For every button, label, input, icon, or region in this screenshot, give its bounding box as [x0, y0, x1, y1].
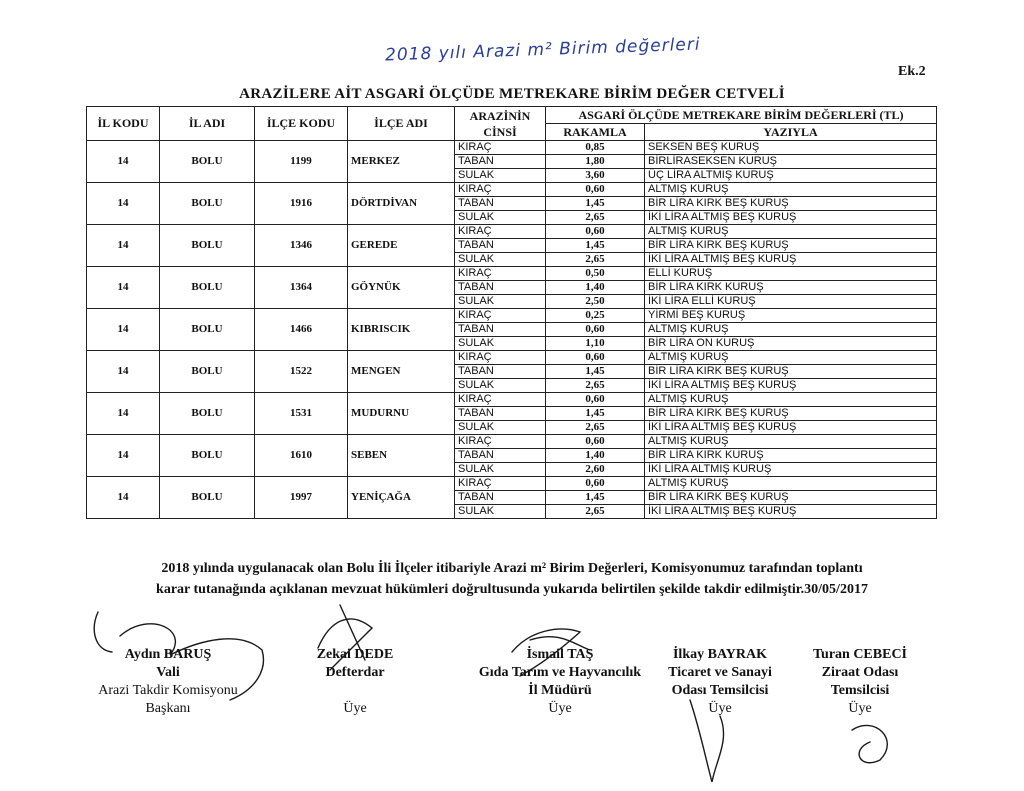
signatory-title-2: Arazi Takdir Komisyonu	[98, 683, 238, 698]
rakamla-cell: 2,65	[546, 211, 645, 225]
il-kodu-cell: 14	[87, 435, 160, 477]
cinsi-cell: SULAK	[455, 295, 546, 309]
signatory-5	[800, 646, 920, 718]
il-kodu-cell: 14	[87, 477, 160, 519]
cinsi-cell: SULAK	[455, 253, 546, 267]
cinsi-cell: TABAN	[455, 491, 546, 505]
table-row	[87, 225, 937, 239]
ilce-kodu-cell: 1531	[255, 393, 348, 435]
signatory-4	[650, 646, 790, 718]
cinsi-cell: SULAK	[455, 505, 546, 519]
rakamla-cell: 1,45	[546, 491, 645, 505]
il-adi-cell: BOLU	[160, 267, 255, 309]
rakamla-cell: 1,45	[546, 239, 645, 253]
yaziyla-cell: ALTMIŞ KURUŞ	[645, 183, 937, 197]
cinsi-cell: KIRAÇ	[455, 351, 546, 365]
cinsi-cell: KIRAÇ	[455, 225, 546, 239]
cinsi-cell: TABAN	[455, 407, 546, 421]
cinsi-cell: KIRAÇ	[455, 393, 546, 407]
cinsi-cell: TABAN	[455, 197, 546, 211]
cinsi-cell: SULAK	[455, 169, 546, 183]
il-kodu-cell: 14	[87, 351, 160, 393]
signatory-3	[465, 646, 655, 718]
signatory-title: Gıda Tarım ve Hayvancılık	[478, 665, 642, 680]
rakamla-cell: 0,60	[546, 477, 645, 491]
ilce-kodu-cell: 1346	[255, 225, 348, 267]
header-arazinin: ARAZİNİN	[469, 108, 531, 123]
signatory-role: Başkanı	[145, 701, 191, 716]
cinsi-cell: KIRAÇ	[455, 477, 546, 491]
yaziyla-cell: ALTMIŞ KURUŞ	[645, 393, 937, 407]
table-row	[87, 477, 937, 491]
rakamla-cell: 0,60	[546, 183, 645, 197]
table-body	[87, 141, 937, 519]
rakamla-cell: 1,40	[546, 281, 645, 295]
ilce-kodu-cell: 1916	[255, 183, 348, 225]
rakamla-cell: 1,10	[546, 337, 645, 351]
signatory-role: Üye	[708, 701, 732, 716]
rakamla-cell: 2,60	[546, 463, 645, 477]
cinsi-cell: SULAK	[455, 379, 546, 393]
yaziyla-cell: İKİ LİRA ALTMIŞ BEŞ KURUŞ	[645, 253, 937, 267]
rakamla-cell: 3,60	[546, 169, 645, 183]
rakamla-cell: 1,45	[546, 407, 645, 421]
yaziyla-cell: BİRLİRASEKSEN KURUŞ	[645, 155, 937, 169]
yaziyla-cell: ALTMIŞ KURUŞ	[645, 351, 937, 365]
header-il-kodu: İL KODU	[87, 107, 160, 141]
rakamla-cell: 0,25	[546, 309, 645, 323]
signatory-2	[295, 646, 415, 718]
yaziyla-cell: İKİ LİRA ALTMIŞ BEŞ KURUŞ	[645, 211, 937, 225]
table-row	[87, 183, 937, 197]
rakamla-cell: 1,80	[546, 155, 645, 169]
ilce-kodu-cell: 1364	[255, 267, 348, 309]
yaziyla-cell: ALTMIŞ KURUŞ	[645, 225, 937, 239]
ilce-adi-cell: MENGEN	[348, 351, 455, 393]
annex-label: Ek.2	[898, 64, 926, 79]
rakamla-cell: 2,65	[546, 379, 645, 393]
rakamla-cell: 0,60	[546, 435, 645, 449]
signatory-1	[88, 646, 248, 718]
yaziyla-cell: ALTMIŞ KURUŞ	[645, 323, 937, 337]
cinsi-cell: KIRAÇ	[455, 183, 546, 197]
ilce-kodu-cell: 1610	[255, 435, 348, 477]
ilce-adi-cell: DÖRTDİVAN	[348, 183, 455, 225]
footer-line-1: 2018 yılında uygulanacak olan Bolu İli İlçeler itibariyle Arazi m² Birim Değerleri, Komisyonumuz tarafından toplantı	[161, 561, 863, 576]
il-kodu-cell: 14	[87, 141, 160, 183]
rakamla-cell: 2,50	[546, 295, 645, 309]
signatory-name: Turan CEBECİ	[812, 647, 908, 662]
yaziyla-cell: BİR LİRA ON KURUŞ	[645, 337, 937, 351]
cinsi-cell: KIRAÇ	[455, 435, 546, 449]
signatory-title-2: Temsilcisi	[830, 683, 890, 698]
ilce-kodu-cell: 1522	[255, 351, 348, 393]
rakamla-cell: 2,65	[546, 505, 645, 519]
signatory-role: Üye	[548, 701, 572, 716]
yaziyla-cell: BİR LİRA KIRK BEŞ KURUŞ	[645, 197, 937, 211]
rakamla-cell: 1,45	[546, 365, 645, 379]
header-rakamla: RAKAMLA	[546, 124, 645, 141]
signatory-title-2: İl Müdürü	[528, 683, 592, 698]
il-adi-cell: BOLU	[160, 225, 255, 267]
il-adi-cell: BOLU	[160, 435, 255, 477]
signatory-title: Vali	[156, 665, 180, 680]
rakamla-cell: 0,50	[546, 267, 645, 281]
ilce-adi-cell: MERKEZ	[348, 141, 455, 183]
signatory-name: İsmail TAŞ	[526, 647, 594, 662]
ilce-kodu-cell: 1199	[255, 141, 348, 183]
header-yaziyla: YAZIYLA	[645, 124, 937, 141]
rakamla-cell: 2,65	[546, 253, 645, 267]
il-adi-cell: BOLU	[160, 393, 255, 435]
signatory-role: Üye	[848, 701, 872, 716]
signatory-name: Zekai DEDE	[316, 647, 394, 662]
ilce-adi-cell: KIBRISCIK	[348, 309, 455, 351]
header-ilce-kodu: İLÇE KODU	[255, 107, 348, 141]
cinsi-cell: TABAN	[455, 449, 546, 463]
table-row	[87, 267, 937, 281]
yaziyla-cell: BİR LİRA KIRK BEŞ KURUŞ	[645, 491, 937, 505]
cinsi-cell: TABAN	[455, 281, 546, 295]
yaziyla-cell: BİR LİRA KIRK KURUŞ	[645, 449, 937, 463]
signatory-title-2: Odası Temsilcisi	[671, 683, 769, 698]
table-row	[87, 393, 937, 407]
il-adi-cell: BOLU	[160, 183, 255, 225]
footer-text	[0, 558, 1024, 600]
ilce-adi-cell: GÖYNÜK	[348, 267, 455, 309]
il-adi-cell: BOLU	[160, 477, 255, 519]
rakamla-cell: 1,45	[546, 197, 645, 211]
il-adi-cell: BOLU	[160, 351, 255, 393]
yaziyla-cell: İKİ LİRA ALTMIŞ BEŞ KURUŞ	[645, 379, 937, 393]
il-kodu-cell: 14	[87, 183, 160, 225]
signature-mark-5	[852, 725, 887, 762]
signatory-title: Defterdar	[325, 665, 385, 680]
cinsi-cell: TABAN	[455, 239, 546, 253]
header-group: ASGARİ ÖLÇÜDE METREKARE BİRİM DEĞERLERİ (TL)	[546, 107, 937, 124]
rakamla-cell: 0,60	[546, 323, 645, 337]
table-row	[87, 435, 937, 449]
yaziyla-cell: BİR LİRA KIRK BEŞ KURUŞ	[645, 239, 937, 253]
il-adi-cell: BOLU	[160, 141, 255, 183]
table-row	[87, 351, 937, 365]
ilce-adi-cell: SEBEN	[348, 435, 455, 477]
yaziyla-cell: İKİ LİRA ALTMIŞ BEŞ KURUŞ	[645, 421, 937, 435]
il-kodu-cell: 14	[87, 225, 160, 267]
cinsi-cell: SULAK	[455, 337, 546, 351]
cinsi-cell: TABAN	[455, 365, 546, 379]
yaziyla-cell: ÜÇ LİRA ALTMIŞ KURUŞ	[645, 169, 937, 183]
signatory-title: Ticaret ve Sanayi	[668, 665, 772, 680]
cinsi-cell: KIRAÇ	[455, 267, 546, 281]
yaziyla-cell: İKİ LİRA ALTMIŞ BEŞ KURUŞ	[645, 505, 937, 519]
ilce-kodu-cell: 1997	[255, 477, 348, 519]
rakamla-cell: 0,60	[546, 351, 645, 365]
header-il-adi: İL ADI	[160, 107, 255, 141]
ilce-adi-cell: GEREDE	[348, 225, 455, 267]
header-cinsi: CİNSİ	[483, 124, 517, 139]
handwritten-note: 2018 yılı Arazi m² Birim değerleri	[384, 34, 701, 66]
rakamla-cell: 0,60	[546, 393, 645, 407]
table-row	[87, 309, 937, 323]
signatory-name: İlkay BAYRAK	[672, 647, 767, 662]
yaziyla-cell: İKİ LİRA ELLİ KURUŞ	[645, 295, 937, 309]
yaziyla-cell: YİRMİ BEŞ KURUŞ	[645, 309, 937, 323]
signatory-title-2	[295, 682, 415, 700]
cinsi-cell: SULAK	[455, 211, 546, 225]
yaziyla-cell: İKİ LİRA ALTMIŞ KURUŞ	[645, 463, 937, 477]
rakamla-cell: 0,60	[546, 225, 645, 239]
signatory-title: Ziraat Odası	[821, 665, 899, 680]
cinsi-cell: TABAN	[455, 323, 546, 337]
signatory-role: Üye	[343, 701, 367, 716]
cinsi-cell: KIRAÇ	[455, 141, 546, 155]
header-ilce-adi: İLÇE ADI	[348, 107, 455, 141]
ilce-adi-cell: MUDURNU	[348, 393, 455, 435]
table-row	[87, 141, 937, 155]
cinsi-cell: SULAK	[455, 421, 546, 435]
yaziyla-cell: SEKSEN BEŞ KURUŞ	[645, 141, 937, 155]
header-arazinin-cinsi	[455, 107, 546, 141]
il-adi-cell: BOLU	[160, 309, 255, 351]
document-title: ARAZİLERE AİT ASGARİ ÖLÇÜDE METREKARE BİRİM DEĞER CETVELİ	[239, 86, 785, 102]
cinsi-cell: TABAN	[455, 155, 546, 169]
yaziyla-cell: BİR LİRA KIRK BEŞ KURUŞ	[645, 365, 937, 379]
il-kodu-cell: 14	[87, 309, 160, 351]
yaziyla-cell: ALTMIŞ KURUŞ	[645, 435, 937, 449]
il-kodu-cell: 14	[87, 393, 160, 435]
rakamla-cell: 2,65	[546, 421, 645, 435]
rakamla-cell: 0,85	[546, 141, 645, 155]
yaziyla-cell: BİR LİRA KIRK KURUŞ	[645, 281, 937, 295]
signatory-name: Aydın BARUŞ	[124, 647, 212, 662]
footer-line-2: karar tutanağında açıklanan mevzuat hükümleri doğrultusunda yukarıda belirtilen şekilde takdir edilmiştir.30/05/2017	[156, 582, 868, 597]
rakamla-cell: 1,40	[546, 449, 645, 463]
yaziyla-cell: ELLİ KURUŞ	[645, 267, 937, 281]
il-kodu-cell: 14	[87, 267, 160, 309]
yaziyla-cell: ALTMIŞ KURUŞ	[645, 477, 937, 491]
yaziyla-cell: BİR LİRA KIRK BEŞ KURUŞ	[645, 407, 937, 421]
ilce-adi-cell: YENİÇAĞA	[348, 477, 455, 519]
cinsi-cell: SULAK	[455, 463, 546, 477]
cinsi-cell: KIRAÇ	[455, 309, 546, 323]
ilce-kodu-cell: 1466	[255, 309, 348, 351]
value-table	[86, 106, 937, 519]
